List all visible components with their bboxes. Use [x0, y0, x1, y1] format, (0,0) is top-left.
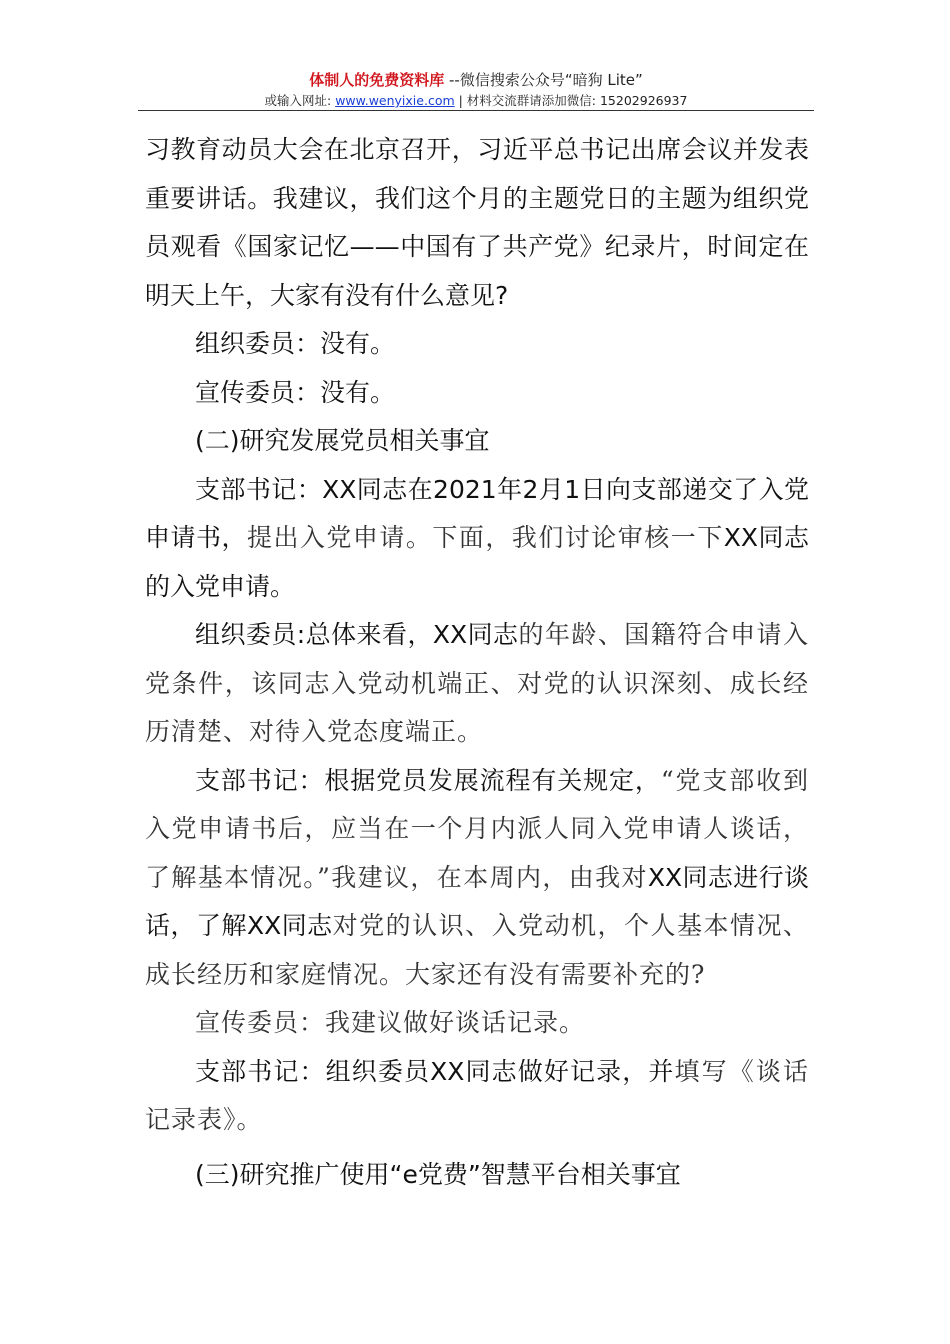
- paragraph-publicity-suggestion: 宣传委员：我建议做好谈话记录。: [195, 1008, 586, 1037]
- header-divider: [138, 110, 814, 111]
- header-contact: | 材料交流群请添加微信: 15202926937: [454, 93, 688, 108]
- text-run: 对党的认识、入党动机，个人基本情况、成长经历和家庭情况。大家还有没有需要补充的?: [145, 911, 809, 989]
- paragraph-secretary-3: [145, 1048, 809, 1145]
- paragraph-secretary-2: [145, 757, 809, 1000]
- text-run: “党支部收到入党申请书后，应当在一个月内派人同入党申请人谈话，了解基本情况。”我建议，在本周内，由我对: [145, 765, 810, 892]
- header-url-prefix: 或输入网址:: [264, 93, 336, 108]
- section-heading-2: (二)研究发展党员相关事宜: [195, 426, 490, 455]
- text-run: XX同志的入党申请。: [145, 523, 809, 601]
- text-run: 填写《谈话记录表》。: [145, 1056, 809, 1134]
- paragraph-continuation: 习教育动员大会在北京召开，习近平总书记出席会议并发表重要讲话。我建议，我们这个月的主题党日的主题为组织党员观看《国家记忆——中国有了共产党》纪录片，时间定在明天上午，大家有没有什么意见?: [145, 135, 809, 310]
- text-run: 组织委员:总体来看，XX同志: [195, 620, 519, 649]
- page-header: [138, 70, 814, 110]
- paragraph-org-reply: 组织委员：没有。: [195, 329, 396, 358]
- text-run: 支部书记：XX同志在2021年2月1日向支部递交了入党申请书，: [145, 474, 809, 552]
- paragraph-publicity-reply: 宣传委员：没有。: [195, 377, 396, 407]
- text-run: XX同志进行谈话，了解XX同志: [145, 862, 809, 940]
- header-url-link[interactable]: www.wenyixie.com: [335, 93, 455, 108]
- text-run: 的年龄、国籍符合申请入党条件，该同志入党动机端正、对党的认识深刻、成长经历清楚、对待入党态度端正。: [145, 620, 809, 746]
- header-line-2: [138, 92, 814, 110]
- text-run: 提出入党申请。下面，我们讨论审核一下: [246, 523, 724, 552]
- text-run: 支部书记：根据党员发展流程有关规定，: [195, 765, 661, 795]
- paragraph-secretary-1: [145, 466, 809, 612]
- document-body: [145, 126, 809, 1199]
- section-heading-3: (三)研究推广使用“e党费”智慧平台相关事宜: [195, 1159, 681, 1189]
- header-tagline: --微信搜索公众号“暗狗 Lite”: [444, 71, 643, 89]
- header-brand: 体制人的免费资料库: [309, 71, 445, 89]
- paragraph-org-review: [145, 611, 809, 757]
- header-line-1: [138, 70, 814, 90]
- text-run: 支部书记：组织委员XX同志做好记录，并: [195, 1056, 675, 1086]
